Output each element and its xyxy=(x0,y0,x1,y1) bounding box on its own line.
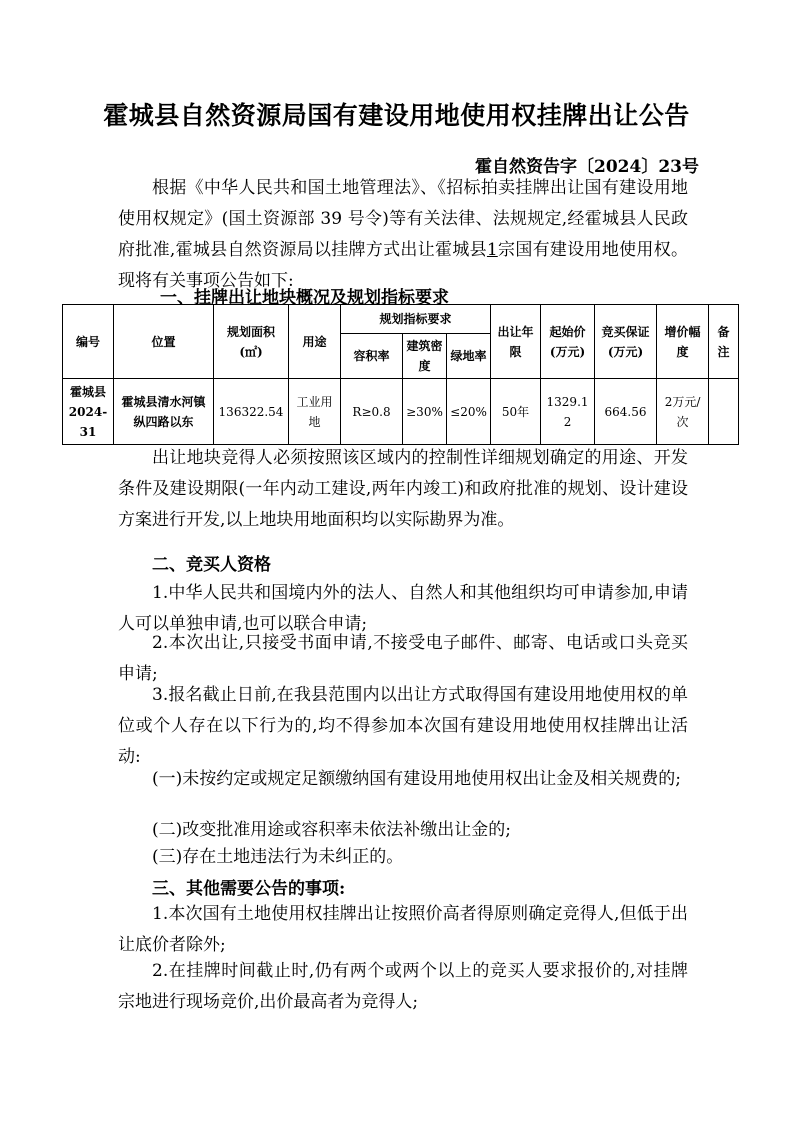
header-deposit: 竞买保证(万元) xyxy=(595,305,657,379)
cell-use: 工业用地 xyxy=(289,379,341,445)
list-item: 1.本次国有土地使用权挂牌出让按照价高者得原则确定竞得人,但低于出让底价者除外; xyxy=(118,904,688,955)
cell-increment: 2万元/次 xyxy=(657,379,709,445)
section1-heading: 一、挂牌出让地块概况及规划指标要求 xyxy=(160,288,449,308)
list-item: 3.报名截止日前,在我县范围内以出让方式取得国有建设用地使用权的单位或个人存在以下行为的,均不得参加本次国有建设用地使用权挂牌出让活动: xyxy=(118,685,688,767)
header-use: 用途 xyxy=(289,305,341,379)
plot-table xyxy=(62,304,739,445)
header-id: 编号 xyxy=(63,305,114,379)
section2-heading: 二、竞买人资格 xyxy=(152,555,271,575)
list-item: 1.中华人民共和国境内外的法人、自然人和其他组织均可申请参加,申请人可以单独申请,也可以联合申请; xyxy=(118,583,688,634)
header-term: 出让年限 xyxy=(491,305,541,379)
cell-area: 136322.54 xyxy=(214,379,289,445)
plot-note-paragraph: 出让地块竞得人必须按照该区域内的控制性详细规划确定的用途、开发条件及建设期限(一年内动工建设,两年内竣工)和政府批准的规划、设计建设方案进行开发,以上地块用地面积均以实际勘界为准。 xyxy=(118,448,688,530)
list-item: 2.在挂牌时间截止时,仍有两个或两个以上的竞买人要求报价的,对挂牌宗地进行现场竞价,出价最高者为竞得人; xyxy=(118,961,688,1012)
cell-green: ≤20% xyxy=(447,379,491,445)
header-far: 容积率 xyxy=(341,334,403,379)
list-item: (一)未按约定或规定足额缴纳国有建设用地使用权出让金及相关规费的; xyxy=(152,769,681,789)
list-item: (三)存在土地违法行为未纠正的。 xyxy=(152,847,404,867)
section3-heading: 三、其他需要公告的事项: xyxy=(152,879,346,899)
header-area: 规划面积(㎡) xyxy=(214,305,289,379)
document-number: 霍自然资告字〔2024〕23号 xyxy=(475,157,699,177)
table-row xyxy=(63,379,739,445)
header-note: 备注 xyxy=(709,305,739,379)
intro-paragraph xyxy=(118,173,688,297)
cell-location: 霍城县清水河镇纵四路以东 xyxy=(114,379,214,445)
cell-term: 50年 xyxy=(491,379,541,445)
intro-text-1: 根据《中华人民共和国土地管理法》、《招标拍卖挂牌出让国有建设用地使用权规定》(国土资源部 39 号令)等有关法律、法规规定,经霍城县人民政府批准,霍城县自然资源局以挂牌方式出让霍城县 xyxy=(118,178,688,260)
cell-density: ≥30% xyxy=(403,379,447,445)
cell-start-price: 1329.12 xyxy=(541,379,595,445)
header-indicators: 规划指标要求 xyxy=(341,305,491,334)
plot-count: 1 xyxy=(486,240,498,260)
header-green: 绿地率 xyxy=(447,334,491,379)
cell-far: R≥0.8 xyxy=(341,379,403,445)
cell-deposit: 664.56 xyxy=(595,379,657,445)
page-title: 霍城县自然资源局国有建设用地使用权挂牌出让公告 xyxy=(103,101,690,130)
cell-note xyxy=(709,379,739,445)
intro-text-2: 宗国有建设用地使用权。现将有关事项公告如下: xyxy=(118,240,689,291)
header-start-price: 起始价(万元) xyxy=(541,305,595,379)
list-item: 2.本次出让,只接受书面申请,不接受电子邮件、邮寄、电话或口头竞买申请; xyxy=(118,633,688,684)
header-location: 位置 xyxy=(114,305,214,379)
header-increment: 增价幅度 xyxy=(657,305,709,379)
cell-id: 霍城县2024-31 xyxy=(63,379,114,445)
header-density: 建筑密度 xyxy=(403,334,447,379)
list-item: (二)改变批准用途或容积率未依法补缴出让金的; xyxy=(152,820,511,840)
